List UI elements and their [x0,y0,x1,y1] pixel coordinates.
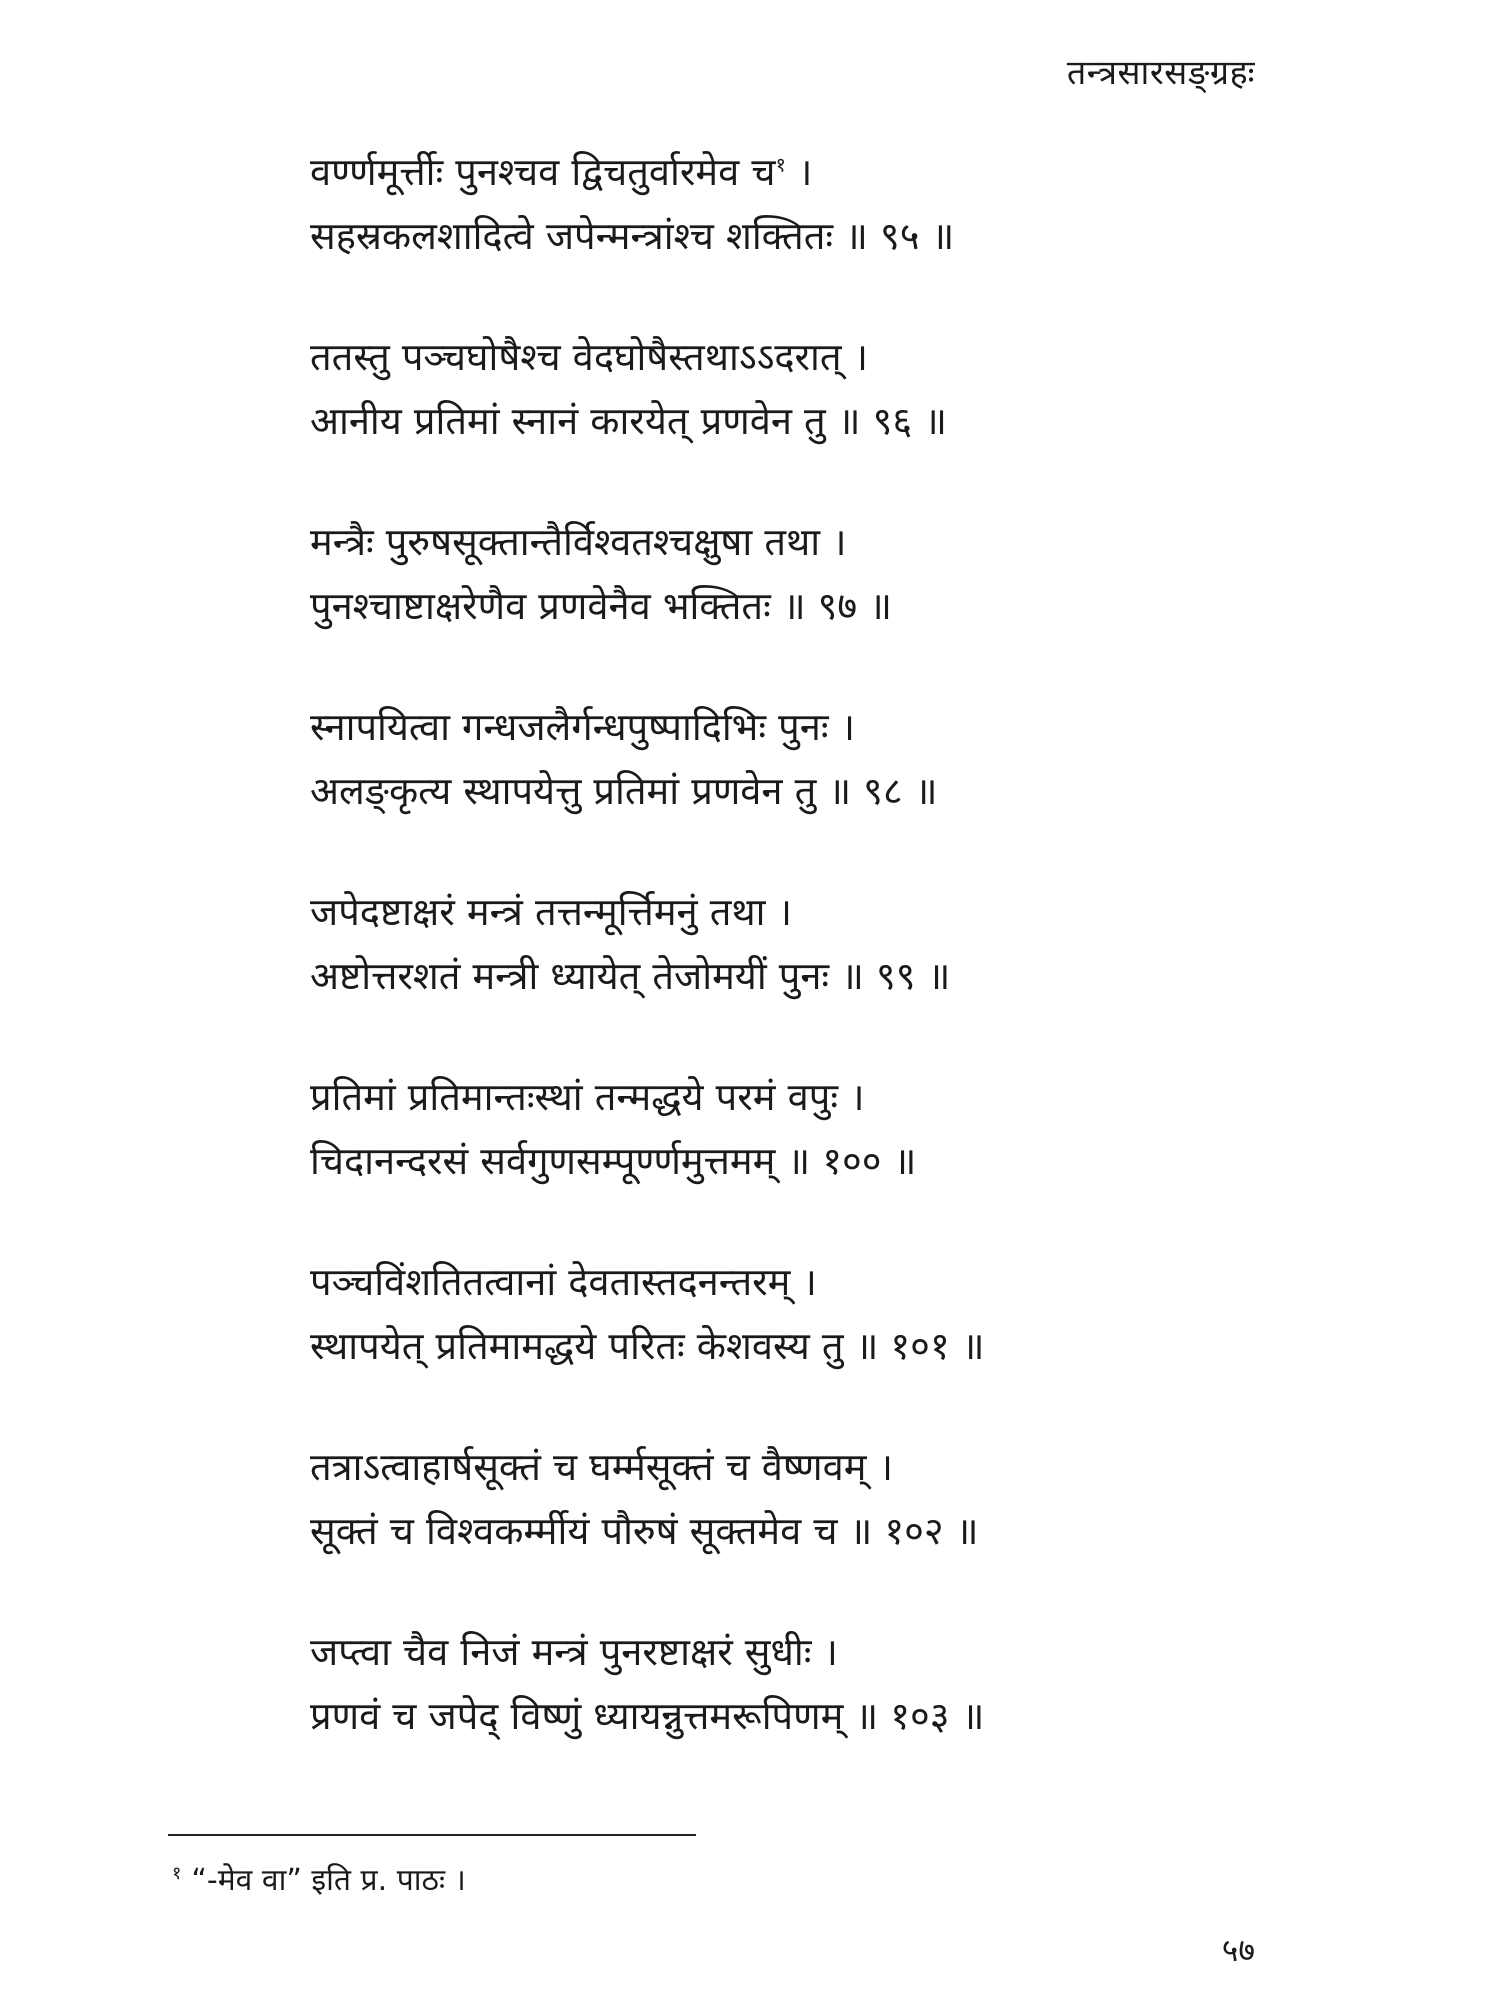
verse-103 [310,1620,984,1748]
verse-line: जपेदष्टाक्षरं मन्त्रं तत्तन्मूर्त्तिमनुं तथा । [310,890,792,934]
verse-95 [310,140,954,268]
verse-line: स्नापयित्वा गन्धजलैर्गन्धपुष्पादिभिः पुनः । [310,705,855,749]
verse-100 [310,1065,916,1193]
verse-line: मन्त्रैः पुरुषसूक्तान्तैर्विश्वतश्चक्षुषा तथा । [310,520,847,564]
verse-99 [310,880,950,1008]
footnote [172,1858,466,1899]
footnote-text: “-मेव वा” इति प्र. पाठः । [191,1863,466,1898]
verse-102 [310,1435,979,1563]
footnote-reference: १ [775,152,786,177]
verse-line: प्रणवं च जपेद् विष्णुं ध्यायन्नुत्तमरूपिणम् ॥ १०३ ॥ [310,1694,985,1738]
verse-line [310,140,954,204]
running-header: तन्त्रसारसङ्ग्रहः [1066,53,1255,93]
verse-text: वर्ण्णमूर्त्तीः पुनश्चव द्विचतुर्वारमेव च [310,150,776,194]
verse-line: प्रतिमां प्रतिमान्तःस्थां तन्मद्धये परमं वपुः । [310,1075,865,1119]
page-number: ५७ [1221,1931,1255,1969]
verse-96 [310,325,947,453]
verse-line: सूक्तं च विश्वकर्म्मीयं पौरुषं सूक्तमेव च ॥ १०२ ॥ [310,1509,979,1553]
verse-line: आनीय प्रतिमां स्नानं कारयेत् प्रणवेन तु ॥ ९६ ॥ [310,399,947,443]
verse-98 [310,695,938,823]
verse-97 [310,510,892,638]
verse-line: पुनश्चाष्टाक्षरेणैव प्रणवेनैव भक्तितः ॥ ९७ ॥ [310,584,893,628]
verse-line: चिदानन्दरसं सर्वगुणसम्पूर्ण्णमुत्तमम् ॥ १०० ॥ [310,1139,917,1183]
verse-line: ततस्तु पञ्चघोषैश्च वेदघोषैस्तथाऽऽदरात् । [310,335,869,379]
verse-line: तत्राऽत्वाहार्षसूक्तं च घर्म्मसूक्तं च वैष्णवम् । [310,1445,893,1489]
verse-line: अष्टोत्तरशतं मन्त्री ध्यायेत् तेजोमयीं पुनः ॥ ९९ ॥ [310,954,951,998]
verse-line: जप्त्वा चैव निजं मन्त्रं पुनरष्टाक्षरं सुधीः । [310,1630,838,1674]
footnote-divider [168,1834,696,1836]
verse-line: पञ्चविंशतितत्वानां देवतास्तदनन्तरम् । [310,1260,817,1304]
footnote-marker: १ [172,1863,182,1884]
verse-line: सहस्रकलशादित्वे जपेन्मन्त्रांश्च शक्तितः ॥ ९५ ॥ [310,214,955,258]
verse-danda: । [785,150,813,194]
verse-101 [310,1250,985,1378]
verse-line: स्थापयेत् प्रतिमामद्धये परितः केशवस्य तु ॥ १०१ ॥ [310,1324,985,1368]
verse-line: अलङ्कृत्य स्थापयेत्तु प्रतिमां प्रणवेन तु ॥ ९८ ॥ [310,769,938,813]
